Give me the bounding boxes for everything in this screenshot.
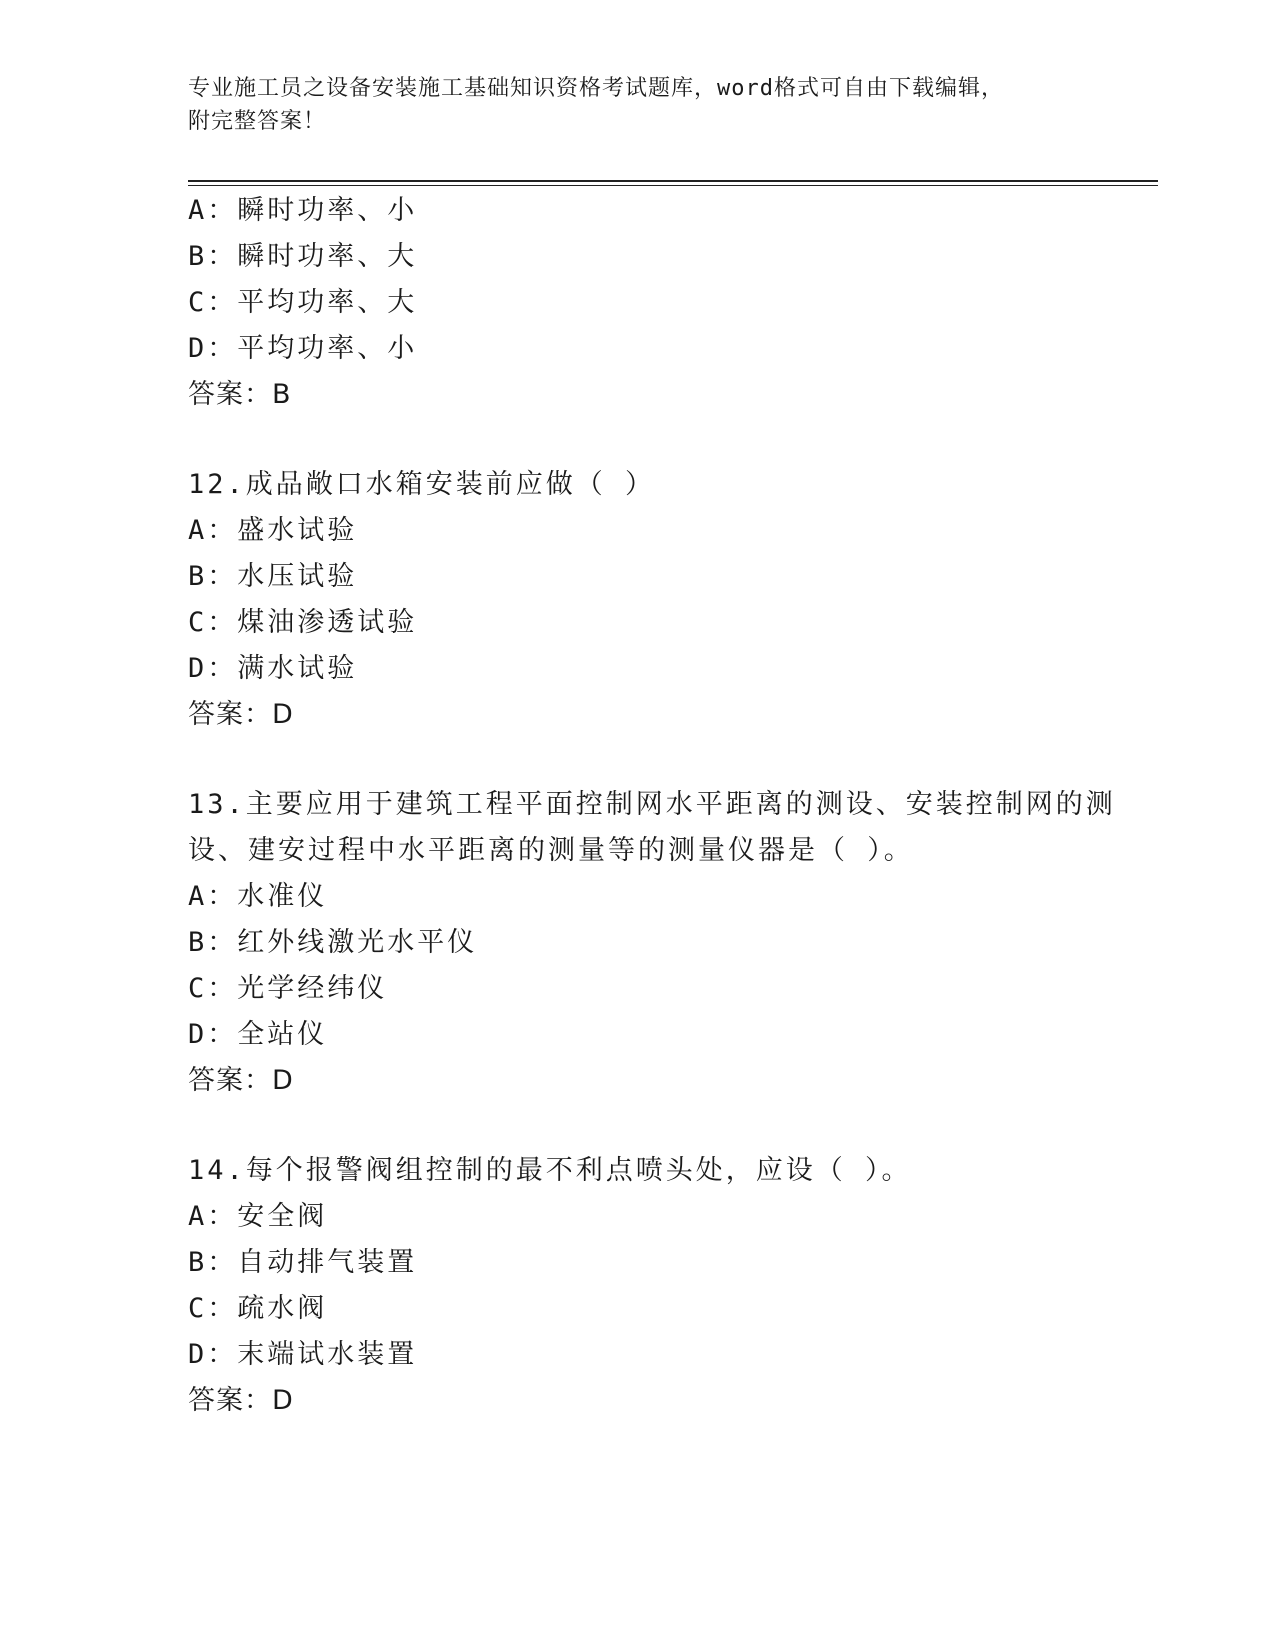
question-stem-line-2: 设、建安过程中水平距离的测量等的测量仪器是（ ）。 [188, 835, 914, 866]
answer: 答案：D [188, 699, 294, 730]
option-c: C：煤油渗透试验 [188, 607, 418, 638]
option-a: A：瞬时功率、小 [188, 195, 418, 226]
document-header [188, 72, 1058, 138]
header-divider-thick [188, 180, 1158, 182]
option-b: B：瞬时功率、大 [188, 241, 418, 272]
option-a: A：水准仪 [188, 881, 328, 912]
question-stem-line-1: 13.主要应用于建筑工程平面控制网水平距离的测设、安装控制网的测 [188, 789, 1116, 820]
question-13 [188, 782, 1158, 1104]
question-list [188, 188, 1158, 1424]
option-c: C：平均功率、大 [188, 287, 418, 318]
option-a: A：盛水试验 [188, 515, 358, 546]
header-line-1: 专业施工员之设备安装施工基础知识资格考试题库，word格式可自由下载编辑， [188, 76, 1004, 101]
option-b: B：水压试验 [188, 561, 358, 592]
option-c: C：光学经纬仪 [188, 973, 388, 1004]
answer: 答案：B [188, 379, 292, 410]
question-stem: 14.每个报警阀组控制的最不利点喷头处，应设（ ）。 [188, 1155, 912, 1186]
option-b: B：自动排气装置 [188, 1247, 418, 1278]
option-d: D：满水试验 [188, 653, 358, 684]
option-d: D：平均功率、小 [188, 333, 418, 364]
answer: 答案：D [188, 1385, 294, 1416]
question-12 [188, 462, 1158, 738]
question-stem: 12.成品敞口水箱安装前应做（ ） [188, 469, 656, 500]
question-14 [188, 1148, 1158, 1424]
option-d: D：末端试水装置 [188, 1339, 418, 1370]
option-a: A：安全阀 [188, 1201, 328, 1232]
question-11 [188, 188, 1158, 418]
header-line-2: 附完整答案！ [188, 109, 327, 134]
option-d: D：全站仪 [188, 1019, 328, 1050]
option-b: B：红外线激光水平仪 [188, 927, 478, 958]
answer: 答案：D [188, 1065, 294, 1096]
header-divider-thin [188, 185, 1158, 186]
option-c: C：疏水阀 [188, 1293, 328, 1324]
